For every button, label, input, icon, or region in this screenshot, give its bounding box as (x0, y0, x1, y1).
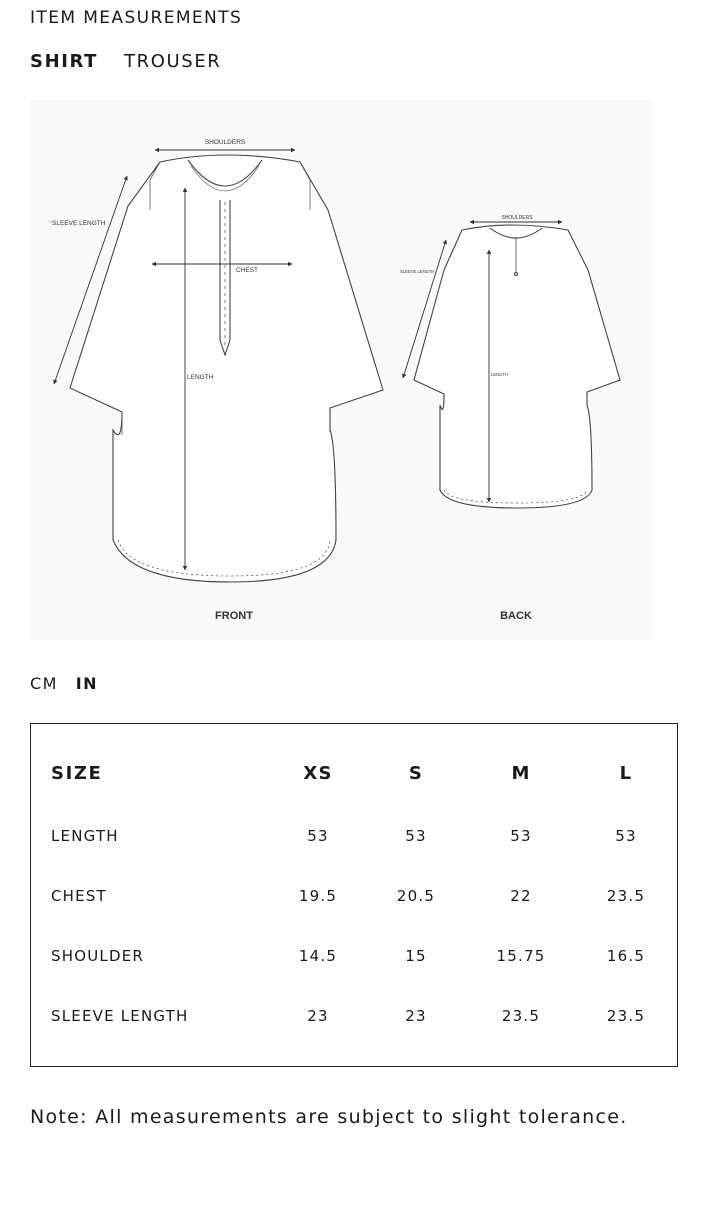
table-row (31, 1001, 677, 1031)
header-l: L (619, 763, 633, 784)
unit-cm[interactable]: CM (30, 674, 58, 693)
table-cell: 23 (405, 1007, 427, 1025)
table-row (31, 941, 677, 971)
row-label: SHOULDER (51, 947, 144, 965)
back-length-label: LENGTH (491, 372, 508, 377)
table-cell: 15 (405, 947, 427, 965)
table-cell: 23.5 (606, 1007, 646, 1025)
front-sleeve-length-label: SLEEVE LENGTH (52, 220, 106, 227)
tab-shirt[interactable]: SHIRT (30, 51, 99, 72)
table-cell: 53 (405, 827, 427, 845)
front-view-label: FRONT (215, 610, 253, 622)
table-cell: 20.5 (396, 887, 436, 905)
table-header-row (31, 759, 677, 789)
header-s: S (408, 763, 424, 784)
back-sleeve-length-label: SLEEVE LENGTH (400, 269, 435, 274)
front-garment-drawing (70, 155, 383, 582)
table-cell: 15.75 (496, 947, 546, 965)
table-cell: 19.5 (298, 887, 338, 905)
row-label: SLEEVE LENGTH (51, 1007, 189, 1025)
table-cell: 53 (615, 827, 637, 845)
front-length-label: LENGTH (187, 374, 214, 381)
tolerance-note: Note: All measurements are subject to slight tolerance. (30, 1106, 628, 1128)
tab-trouser[interactable]: TROUSER (124, 51, 222, 72)
table-cell: 23.5 (501, 1007, 541, 1025)
table-cell: 22 (510, 887, 532, 905)
front-shoulders-label: SHOULDERS (204, 139, 246, 146)
table-row (31, 821, 677, 851)
back-shoulders-label: SHOULDERS (501, 215, 533, 221)
table-cell: 14.5 (298, 947, 338, 965)
unit-in[interactable]: IN (75, 674, 98, 693)
row-label: LENGTH (51, 827, 119, 845)
size-chart-table (30, 723, 678, 1067)
back-view-label: BACK (500, 610, 532, 622)
unit-toggle (30, 674, 98, 693)
row-label: CHEST (51, 887, 107, 905)
table-row (31, 881, 677, 911)
page-title: ITEM MEASUREMENTS (30, 8, 243, 28)
back-garment-drawing (414, 225, 620, 508)
header-xs: XS (303, 763, 333, 784)
front-chest-label: CHEST (236, 267, 259, 274)
table-cell: 23 (307, 1007, 329, 1025)
measurement-diagram (30, 100, 652, 640)
table-cell: 53 (307, 827, 329, 845)
garment-tabs (30, 51, 221, 72)
table-cell: 53 (510, 827, 532, 845)
table-cell: 16.5 (606, 947, 646, 965)
shirt-diagram-illustration (30, 100, 652, 640)
table-cell: 23.5 (606, 887, 646, 905)
header-size: SIZE (51, 763, 103, 784)
header-m: M (511, 763, 531, 784)
